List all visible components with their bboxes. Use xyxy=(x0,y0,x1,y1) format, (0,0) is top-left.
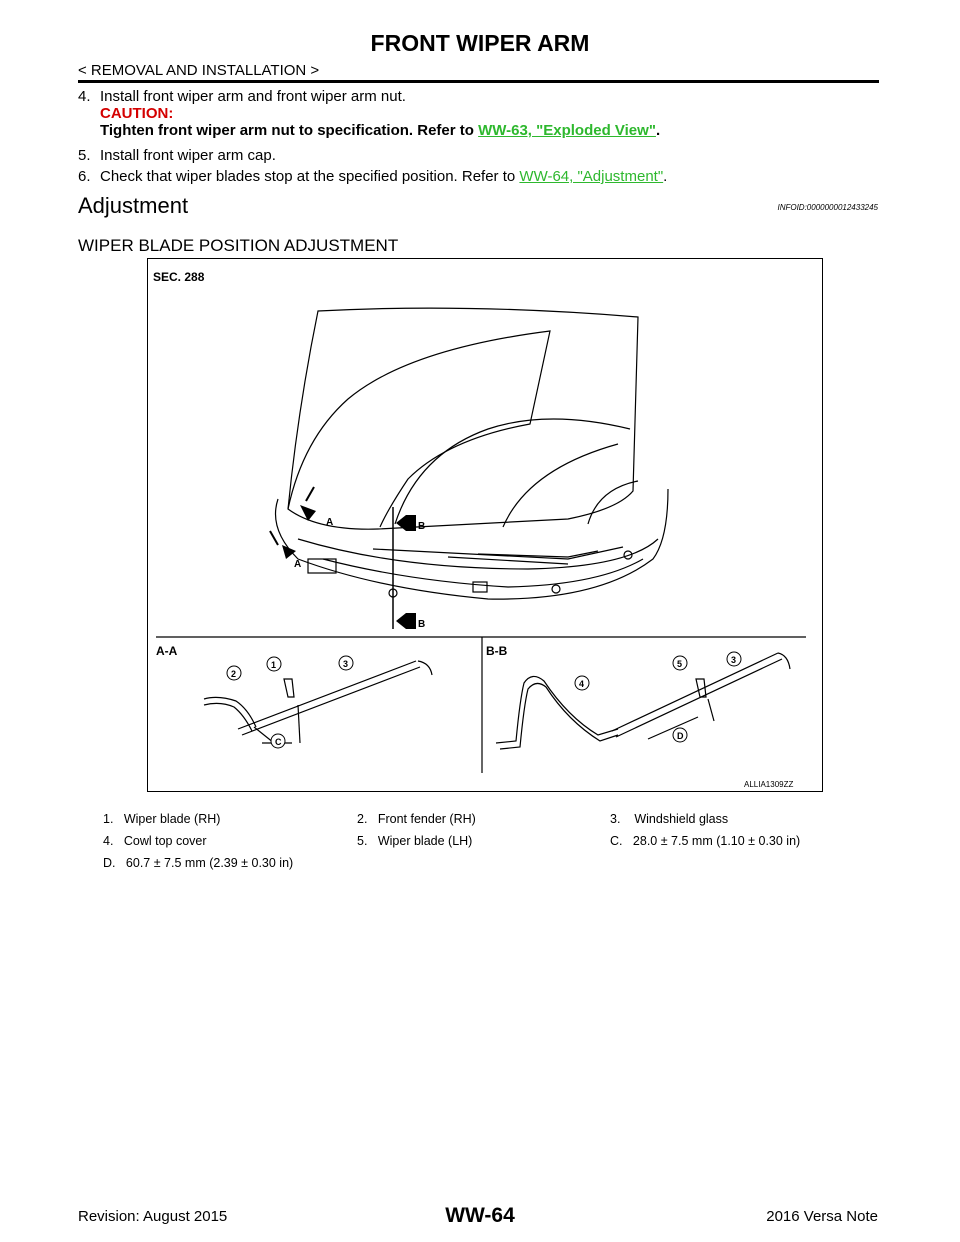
section-breadcrumb: < REMOVAL AND INSTALLATION > xyxy=(78,62,320,79)
exploded-view-link[interactable]: WW-63, "Exploded View" xyxy=(478,122,656,139)
legend-text: Cowl top cover xyxy=(123,834,207,848)
wiper-blade-adjustment-heading: WIPER BLADE POSITION ADJUSTMENT xyxy=(78,236,399,255)
step-text-before: Check that wiper blades stop at the specified position. Refer to xyxy=(100,168,520,185)
legend-key: D. xyxy=(103,856,116,870)
legend-d xyxy=(103,856,293,870)
callout-3-bb: 3 xyxy=(731,655,737,665)
callout-c: C xyxy=(275,737,282,747)
caution-text-after: . xyxy=(655,122,661,139)
marker-a-upper: A xyxy=(326,517,334,528)
callout-4: 4 xyxy=(579,679,585,689)
step-number: 5. xyxy=(78,147,91,164)
wiper-position-figure xyxy=(147,258,823,792)
legend-text: Windshield glass xyxy=(634,812,729,826)
view-aa-label: A-A xyxy=(156,644,178,658)
marker-b-upper: B xyxy=(418,521,426,532)
legend-text: Front fender (RH) xyxy=(377,812,476,826)
marker-b-lower: B xyxy=(418,619,426,630)
legend-text: Wiper blade (RH) xyxy=(123,812,221,826)
page-title: FRONT WIPER ARM xyxy=(370,30,590,56)
legend-key: C. xyxy=(610,834,623,848)
adjustment-heading: Adjustment xyxy=(78,193,189,218)
view-bb-label: B-B xyxy=(486,644,508,658)
callout-1: 1 xyxy=(271,660,277,670)
legend-key: 4. xyxy=(103,834,114,848)
section-markers xyxy=(270,487,425,630)
legend-3 xyxy=(610,812,728,826)
page-number: WW-64 xyxy=(445,1204,515,1227)
adjustment-link[interactable]: WW-64, "Adjustment" xyxy=(519,168,664,185)
legend-1 xyxy=(103,812,220,826)
sec-label: SEC. 288 xyxy=(153,270,205,284)
caution-text-before: Tighten front wiper arm nut to specification. Refer to xyxy=(100,122,479,139)
legend-key: 3. xyxy=(610,812,621,826)
step-number: 6. xyxy=(78,168,91,185)
step-text: Install front wiper arm and front wiper arm nut. xyxy=(100,88,406,105)
marker-a-lower: A xyxy=(294,559,302,570)
callout-3-aa: 3 xyxy=(343,659,349,669)
callout-2: 2 xyxy=(231,669,237,679)
legend-4 xyxy=(103,834,207,848)
step-4 xyxy=(78,88,406,105)
bb-detail xyxy=(496,653,790,749)
callout-d: D xyxy=(677,731,684,741)
step-5 xyxy=(78,147,276,164)
legend-key: 5. xyxy=(357,834,368,848)
step-6 xyxy=(78,168,667,185)
legend-c xyxy=(610,834,800,848)
wiper-diagram xyxy=(148,259,822,791)
legend-key: 1. xyxy=(103,812,114,826)
legend-2 xyxy=(357,812,476,826)
legend-text: 60.7 ± 7.5 mm (2.39 ± 0.30 in) xyxy=(125,856,294,870)
footer-model: 2016 Versa Note xyxy=(766,1208,878,1225)
caution-label: CAUTION: xyxy=(100,105,174,122)
caution-text xyxy=(100,122,660,139)
callout-5: 5 xyxy=(677,659,683,669)
step-text: Install front wiper arm cap. xyxy=(100,147,276,164)
legend-key: 2. xyxy=(357,812,368,826)
bb-callouts xyxy=(575,652,741,742)
illustration-code: ALLIA1309ZZ xyxy=(744,780,794,789)
legend-text: 28.0 ± 7.5 mm (1.10 ± 0.30 in) xyxy=(632,834,801,848)
aa-callouts xyxy=(227,656,353,748)
step-number: 4. xyxy=(78,88,91,105)
legend-5 xyxy=(357,834,472,848)
legend-text: Wiper blade (LH) xyxy=(377,834,473,848)
info-id: INFOID:0000000012433245 xyxy=(777,203,878,212)
header-rule xyxy=(78,80,879,83)
step-text-after: . xyxy=(663,168,668,185)
footer-revision: Revision: August 2015 xyxy=(78,1208,228,1225)
vehicle-outline xyxy=(276,308,669,599)
